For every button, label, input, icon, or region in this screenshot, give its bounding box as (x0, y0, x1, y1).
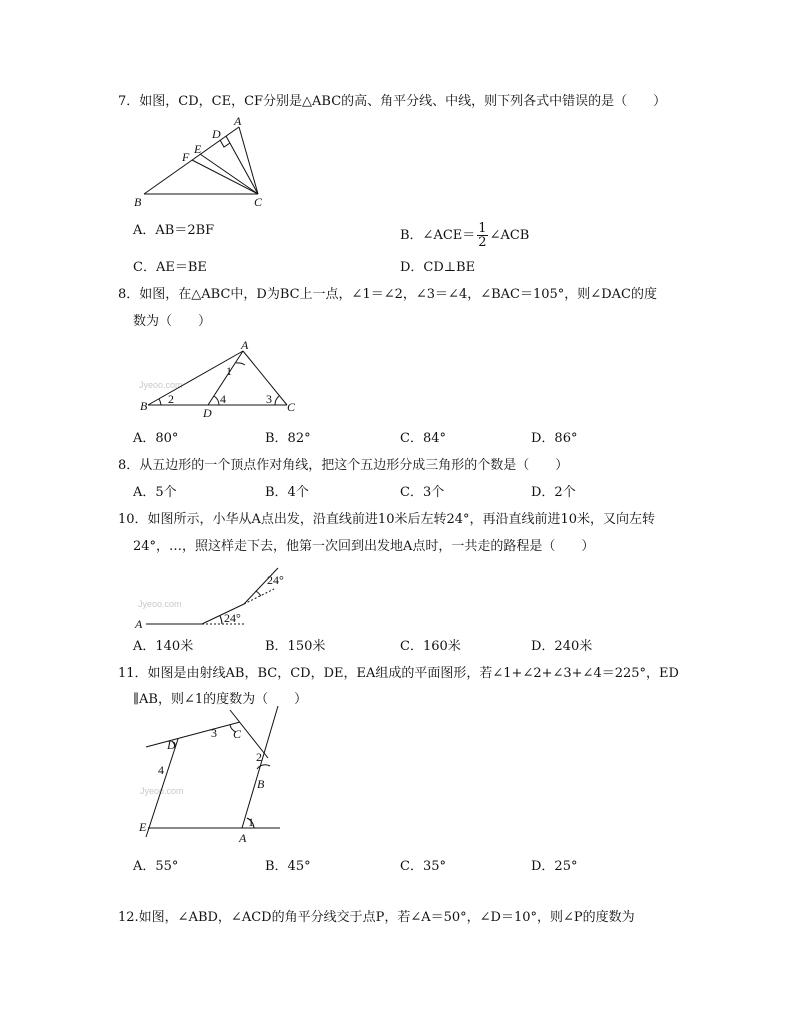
q8a-option-a: A．80° (133, 431, 179, 446)
q7-option-c: C．AE＝BE (133, 260, 207, 275)
q7-option-b-fraction (477, 222, 487, 249)
q8a-option-d: D．86° (531, 431, 578, 446)
q11-label-3: 3 (211, 726, 217, 740)
q7-stem: 7．如图，CD，CE，CF分别是△ABC的高、角平分线、中线，则下列各式中错误的是（ ） (118, 94, 667, 109)
q7-label-B: B (134, 195, 142, 209)
q10-watermark: Jyeoo.com (138, 599, 182, 609)
q11-label-A: A (239, 831, 247, 845)
q7-label-C: C (254, 195, 263, 209)
q7-option-b-suffix: ∠ACB (489, 228, 530, 243)
q11-label-C: C (233, 727, 242, 741)
q8a-option-b: B．82° (265, 431, 311, 446)
q12-stem: 12.如图，∠ABD，∠ACD的角平分线交于点P，若∠A＝50°，∠D＝10°，则∠P的度数为 (118, 910, 635, 925)
q11-option-d: D．25° (531, 859, 578, 874)
q11-option-a: A．55° (133, 859, 179, 874)
q11-figure (132, 714, 292, 848)
q10-option-d: D．240米 (531, 639, 593, 654)
q8a-label-3: 3 (266, 392, 272, 406)
q8a-option-c: C．84° (400, 431, 446, 446)
q10-option-a: A．140米 (133, 639, 194, 654)
q11-watermark: Jyeoo.com (140, 786, 184, 796)
q8a-stem-line2: 数为（ ） (133, 314, 212, 329)
q7-option-b-numerator: 1 (478, 221, 487, 236)
q8a-label-B: B (140, 399, 148, 413)
q10-stem-line1: 10．如图所示，小华从A点出发，沿直线前进10米后左转24°，再沿直线前进10米，又向左转 (118, 512, 656, 527)
q11-label-E: E (139, 820, 147, 834)
q11-label-2: 2 (256, 750, 262, 764)
q11-label-D: D (167, 738, 176, 752)
q10-label-angle1: 24° (224, 611, 241, 625)
q8b-option-c: C．3个 (400, 485, 445, 500)
q11-option-c: C．35° (400, 859, 446, 874)
q8b-stem: 8．从五边形的一个顶点作对角线，把这个五边形分成三角形的个数是（ ） (118, 458, 569, 473)
q7-option-b (400, 222, 529, 249)
q7-option-b-denominator: 2 (478, 235, 487, 250)
q8a-label-2: 2 (168, 392, 174, 406)
q11-label-1: 1 (248, 815, 254, 829)
q8a-stem-line1: 8．如图，在△ABC中，D为BC上一点，∠1＝∠2，∠3＝∠4，∠BAC＝105°，则∠DAC的度 (118, 287, 657, 302)
q10-option-b: B．150米 (265, 639, 326, 654)
q10-label-angle2: 24° (267, 573, 284, 587)
q7-label-D: D (212, 127, 221, 141)
q8a-figure (135, 338, 310, 422)
q8b-option-b: B．4个 (265, 485, 309, 500)
q10-option-c: C．160米 (400, 639, 461, 654)
q7-option-b-prefix: B．∠ACE＝ (400, 228, 476, 243)
q11-stem-line2: ∥AB，则∠1的度数为（ ） (133, 692, 308, 707)
q8a-label-C: C (287, 400, 296, 414)
q8a-label-A: A (241, 338, 249, 352)
q11-label-B: B (257, 777, 265, 791)
q8a-label-1: 1 (226, 364, 232, 378)
q8b-option-a: A．5个 (133, 485, 177, 500)
q10-label-A: A (135, 617, 143, 631)
q11-stem-line1: 11．如图是由射线AB，BC，CD，DE，EA组成的平面图形，若∠1+∠2+∠3+∠4＝225°，ED (118, 666, 679, 681)
q7-figure (130, 114, 280, 210)
q7-label-A: A (234, 114, 242, 128)
q7-label-E: E (194, 142, 202, 156)
q7-option-a: A．AB＝2BF (133, 223, 215, 238)
q11-option-b: B．45° (265, 859, 311, 874)
q10-stem-line2: 24°，…，照这样走下去，他第一次回到出发地A点时，一共走的路程是（ ） (133, 539, 595, 554)
q8a-label-4: 4 (220, 392, 226, 406)
q11-label-4: 4 (158, 763, 164, 777)
q8a-watermark: Jyeoo.com (139, 380, 183, 390)
q10-figure (132, 560, 302, 632)
q7-option-d: D．CD⊥BE (400, 260, 476, 275)
q8b-option-d: D．2个 (531, 485, 576, 500)
q7-label-F: F (182, 150, 190, 164)
q8a-label-D: D (203, 406, 212, 420)
